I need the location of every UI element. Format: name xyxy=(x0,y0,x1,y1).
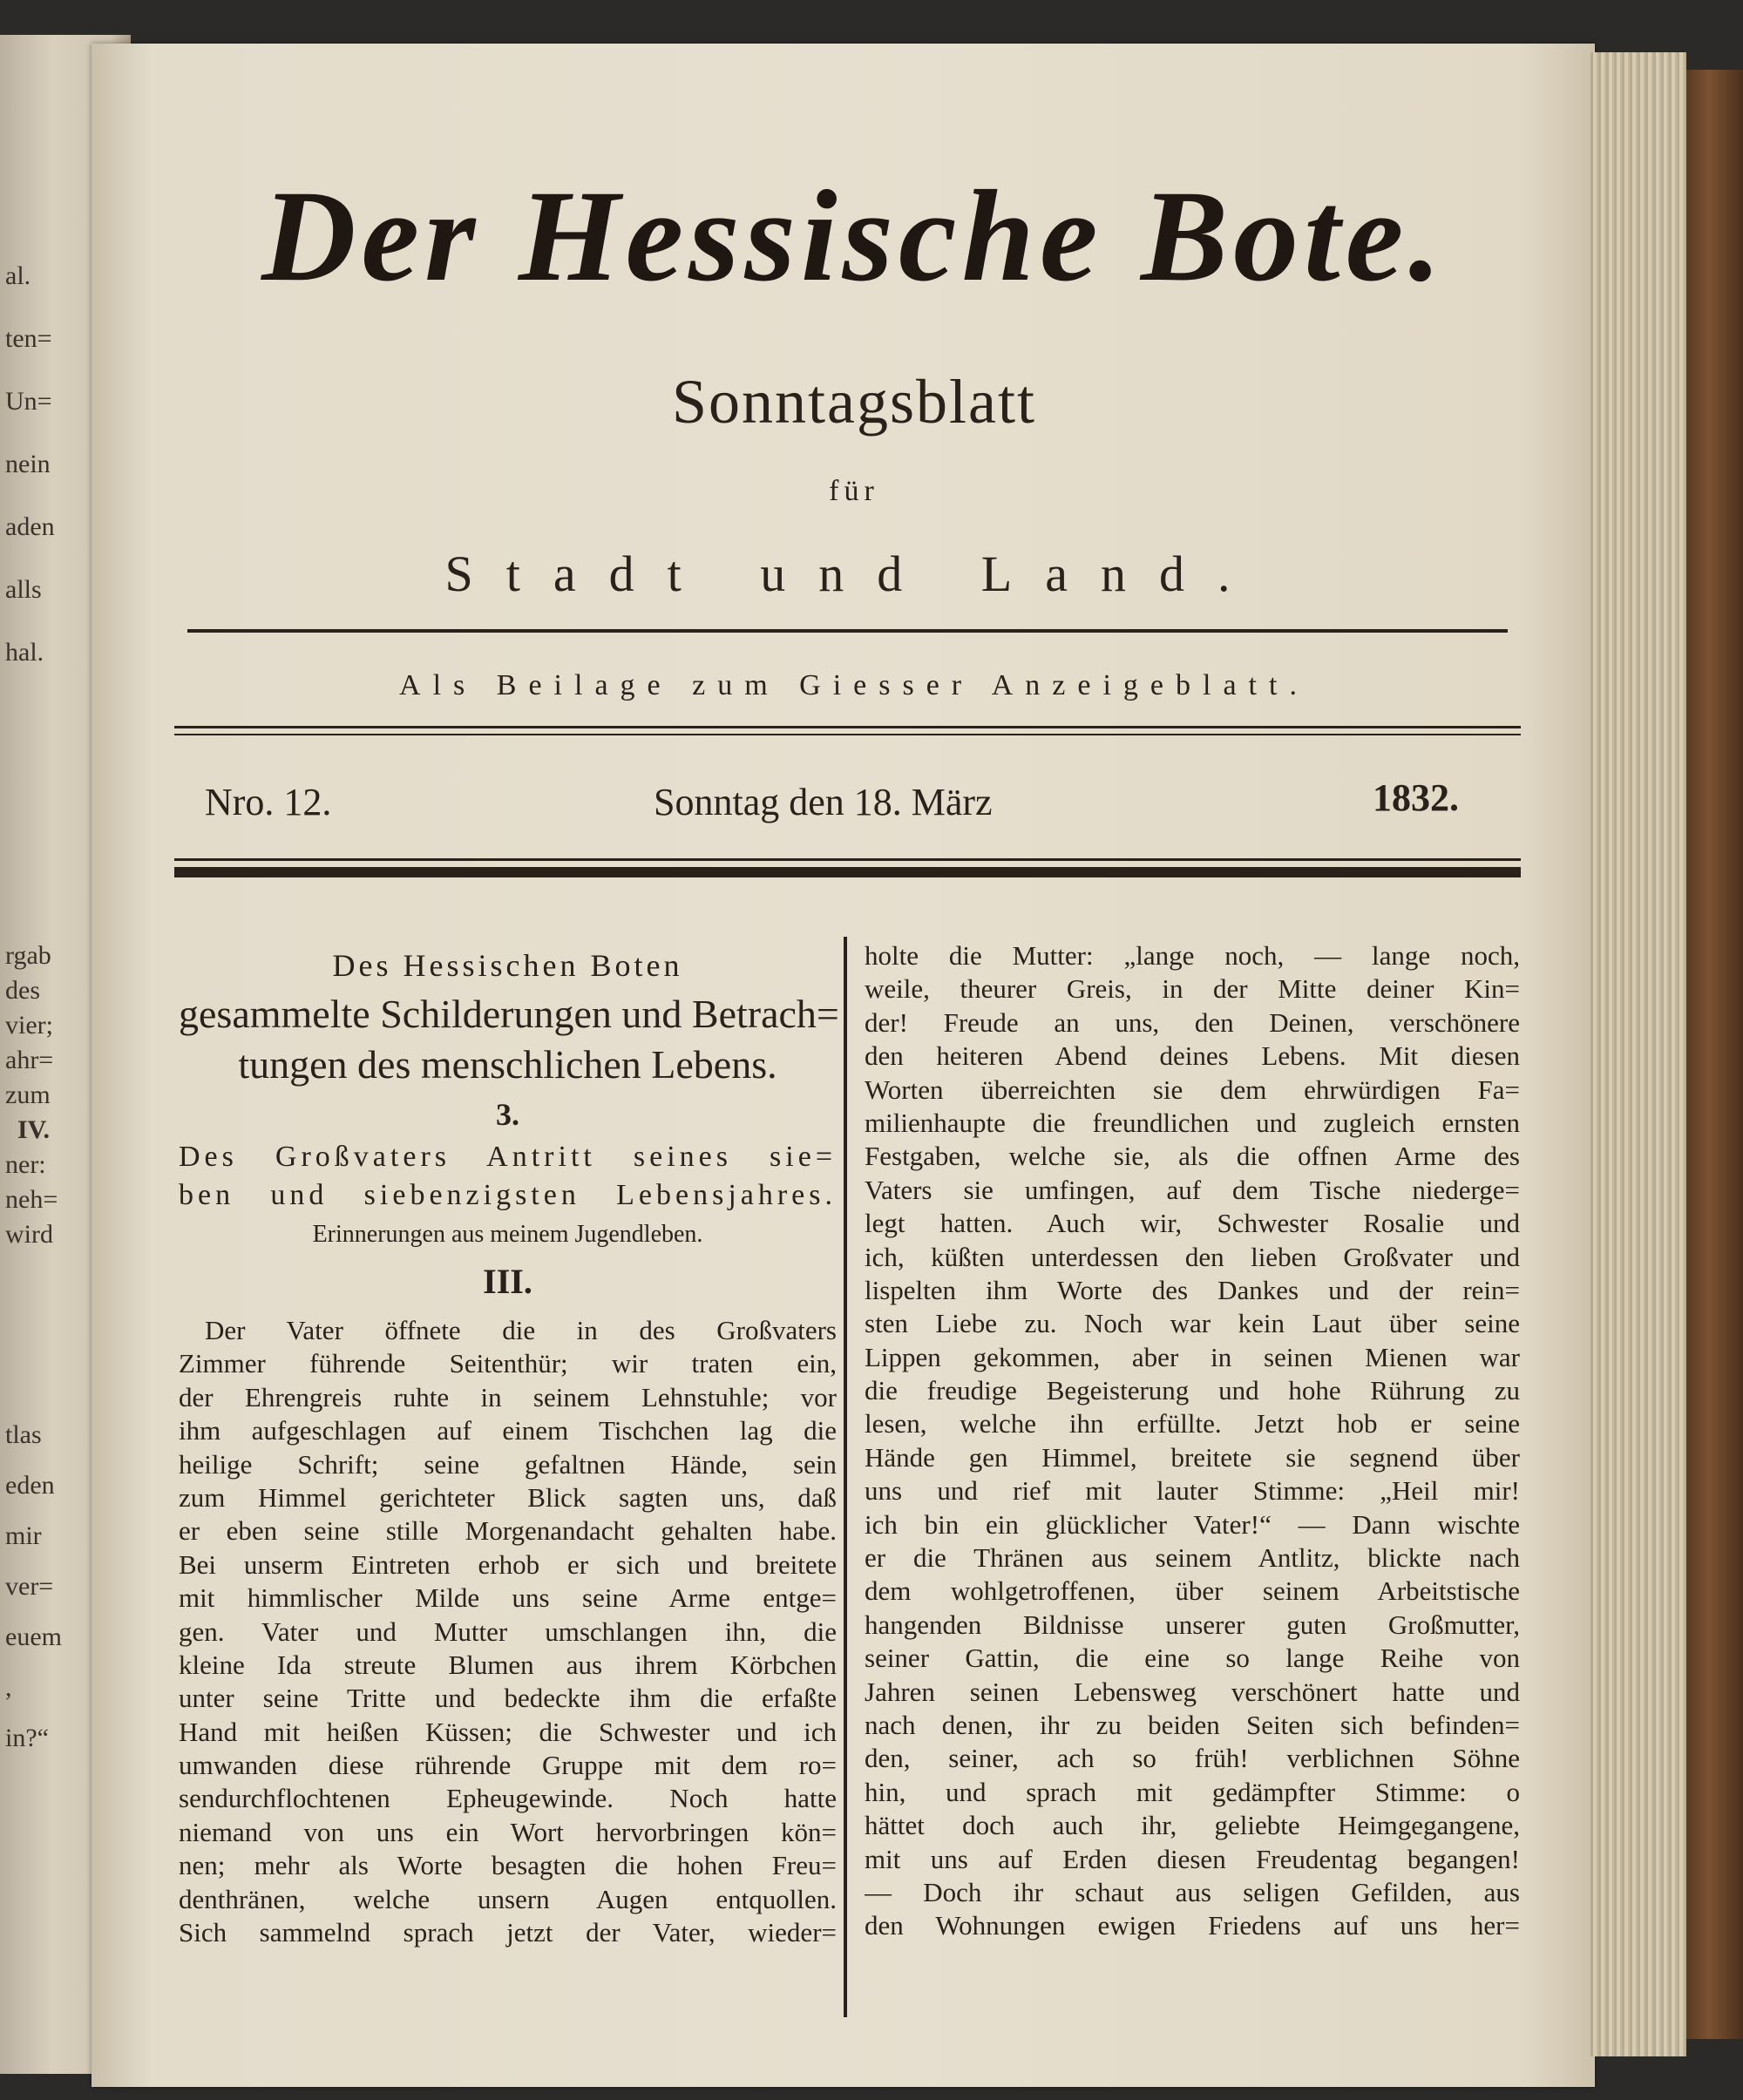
margin-fragment: Un= xyxy=(5,387,52,416)
series-title-line-3: tungen des menschlichen Lebens. xyxy=(238,1042,777,1087)
text-line: nen; mehr als Worte besagten die hohen Freu= xyxy=(179,1850,837,1881)
margin-fragment: wird xyxy=(5,1220,53,1249)
article-subtitle: Erinnerungen aus meinem Jugendleben. xyxy=(312,1221,703,1248)
rule-thick xyxy=(174,867,1521,877)
masthead-fuer: für xyxy=(829,475,879,507)
text-line: hin, und sprach mit gedämpfter Stimme: o xyxy=(865,1776,1520,1807)
margin-fragment: vier; xyxy=(5,1011,53,1040)
text-line: die freudige Begeisterung und hohe Rührung zu xyxy=(865,1375,1520,1406)
text-line: holte die Mutter: „lange noch, — lange noch, xyxy=(865,940,1520,971)
text-line: ich, küßten unterdessen den lieben Großvater und xyxy=(865,1241,1520,1272)
text-line: nach denen, ihr zu beiden Seiten sich befinden= xyxy=(865,1709,1520,1740)
masthead-stadt-und-land: Stadt und Land. xyxy=(444,545,1264,602)
double-rule-bottom xyxy=(174,734,1521,735)
masthead-subtitle: Sonntagsblatt xyxy=(672,367,1036,437)
text-line: Hand mit heißen Küssen; die Schwester und ich xyxy=(179,1716,837,1747)
margin-fragment: , xyxy=(5,1673,12,1702)
text-line: gen. Vater und Mutter umschlangen ihn, die xyxy=(179,1616,837,1647)
text-line: sten Liebe zu. Noch war kein Laut über seine xyxy=(865,1308,1520,1339)
headline-line-1: Des Großvaters Antritt seines sie= xyxy=(179,1141,837,1173)
margin-fragment: neh= xyxy=(5,1185,58,1214)
text-line: der Ehrengreis ruhte in seinem Lehnstuhle; vor xyxy=(179,1381,837,1412)
text-line: denthränen, welche unsern Augen entquollen. xyxy=(179,1883,837,1914)
margin-fragment: alls xyxy=(5,575,42,604)
margin-fragment: mir xyxy=(5,1521,42,1550)
series-title: Des Hessischen Boten xyxy=(332,948,683,983)
text-line: unter seine Tritte und bedeckte ihm die erfaßte xyxy=(179,1683,837,1714)
margin-fragment: eden xyxy=(5,1471,55,1500)
margin-fragment: IV. xyxy=(17,1115,50,1144)
issue-date: Sonntag den 18. März xyxy=(654,781,993,823)
text-line: den Wohnungen ewigen Friedens auf uns her= xyxy=(865,1910,1520,1941)
text-line: niemand von uns ein Wort hervorbringen kön= xyxy=(179,1816,837,1847)
margin-fragment: euem xyxy=(5,1622,62,1651)
margin-fragment: hal. xyxy=(5,638,44,667)
margin-fragment: ten= xyxy=(5,324,52,353)
double-rule-top xyxy=(174,726,1521,728)
text-line: Worten überreichten sie dem ehrwürdigen Fa= xyxy=(865,1074,1520,1105)
text-line: sendurchflochtenen Epheugewinde. Noch hatte xyxy=(179,1783,837,1814)
series-title-line-2: gesammelte Schilderungen und Betrach= xyxy=(179,992,839,1036)
text-line: mit uns auf Erden diesen Freudentag begangen! xyxy=(865,1843,1520,1874)
margin-fragment: aden xyxy=(5,512,55,541)
text-line: Lippen gekommen, aber in seinen Mienen war xyxy=(865,1341,1520,1372)
margin-fragment: zum xyxy=(5,1080,51,1109)
text-line: Jahren seinen Lebensweg verschönert hatte und xyxy=(865,1676,1520,1707)
text-line: — Doch ihr schaut aus seligen Gefilden, aus xyxy=(865,1876,1520,1907)
margin-fragment: al. xyxy=(5,261,31,290)
text-line: Vaters sie umfingen, auf dem Tische niederge= xyxy=(865,1174,1520,1205)
text-line: hättet doch auch ihr, geliebte Heimgegangene, xyxy=(865,1810,1520,1841)
chapter-number: III. xyxy=(483,1262,532,1301)
margin-fragment: tlas xyxy=(5,1420,42,1449)
margin-fragment: rgab xyxy=(5,941,51,970)
text-line: seiner Gattin, die eine so lange Reihe von xyxy=(865,1643,1520,1674)
text-line: legt hatten. Auch wir, Schwester Rosalie und xyxy=(865,1208,1520,1239)
text-line: mit himmlischer Milde uns seine Arme entge= xyxy=(179,1582,837,1614)
headline-line-2: ben und siebenzigsten Lebensjahres. xyxy=(179,1179,837,1211)
masthead-title: Der Hessische Bote. xyxy=(261,164,1447,308)
article-number: 3. xyxy=(496,1097,519,1132)
issue-number: Nro. 12. xyxy=(205,781,332,823)
text-line: den, seiner, ach so früh! verblichnen Söhne xyxy=(865,1743,1520,1774)
text-line: zum Himmel gerichteter Blick sagten uns, daß xyxy=(179,1481,837,1513)
text-line: lesen, welche ihn erfüllte. Jetzt hob er seine xyxy=(865,1408,1520,1440)
page-edges xyxy=(1590,52,1686,2056)
text-line: Hände gen Himmel, breitete sie segnend über xyxy=(865,1441,1520,1473)
margin-fragment: des xyxy=(5,976,40,1005)
text-line: Zimmer führende Seitenthür; wir traten ein, xyxy=(179,1348,837,1379)
text-line: weile, theurer Greis, in der Mitte deiner Kin= xyxy=(865,973,1520,1005)
text-line: uns und rief mit lauter Stimme: „Heil mir! xyxy=(865,1475,1520,1507)
text-line: er die Thränen aus seinem Antlitz, blickte nach xyxy=(865,1542,1520,1574)
rule-thin xyxy=(174,858,1521,861)
text-line: ihm aufgeschlagen auf einem Tischchen lag die xyxy=(179,1415,837,1446)
text-line: der! Freude an uns, den Deinen, verschönere xyxy=(865,1006,1520,1038)
text-line: Der Vater öffnete die in des Großvaters xyxy=(205,1315,837,1345)
text-line: den heiteren Abend deines Lebens. Mit diesen xyxy=(865,1040,1520,1072)
text-line: hangenden Bildnisse unserer guten Großmutter, xyxy=(865,1609,1520,1640)
text-line: milienhaupte die freundlichen und zugleich ernsten xyxy=(865,1107,1520,1138)
margin-fragment: ahr= xyxy=(5,1046,54,1074)
text-line: heilige Schrift; seine gefaltnen Hände, sein xyxy=(179,1448,837,1480)
margin-fragment: ver= xyxy=(5,1572,54,1601)
issue-year: 1832. xyxy=(1373,776,1459,819)
text-line: lispelten ihm Worte des Dankes und der rein= xyxy=(865,1274,1520,1305)
rule xyxy=(187,629,1508,633)
text-line: Festgaben, welche sie, als die offnen Arme des xyxy=(865,1141,1520,1172)
column-divider xyxy=(844,937,847,2017)
margin-fragment: nein xyxy=(5,450,51,478)
margin-fragment: in?“ xyxy=(5,1724,49,1752)
left-column xyxy=(179,941,837,1949)
text-line: Bei unserm Eintreten erhob er sich und breitete xyxy=(179,1548,837,1580)
masthead-beilage: Als Beilage zum Giesser Anzeigeblatt. xyxy=(399,669,1309,701)
margin-fragment: ner: xyxy=(5,1150,46,1179)
text-line: dem wohlgetroffenen, über seinem Arbeitstische xyxy=(865,1575,1520,1607)
right-column xyxy=(865,939,1520,1943)
text-line: umwanden diese rührende Gruppe mit dem ro= xyxy=(179,1750,837,1781)
text-line: Sich sammelnd sprach jetzt der Vater, wieder= xyxy=(179,1917,837,1948)
text-line: er eben seine stille Morgenandacht gehalten habe. xyxy=(179,1515,837,1547)
text-line: kleine Ida streute Blumen aus ihrem Körbchen xyxy=(179,1649,837,1680)
book-binding xyxy=(1686,70,1743,2039)
text-line: ich bin ein glücklicher Vater!“ — Dann wischte xyxy=(865,1508,1520,1540)
